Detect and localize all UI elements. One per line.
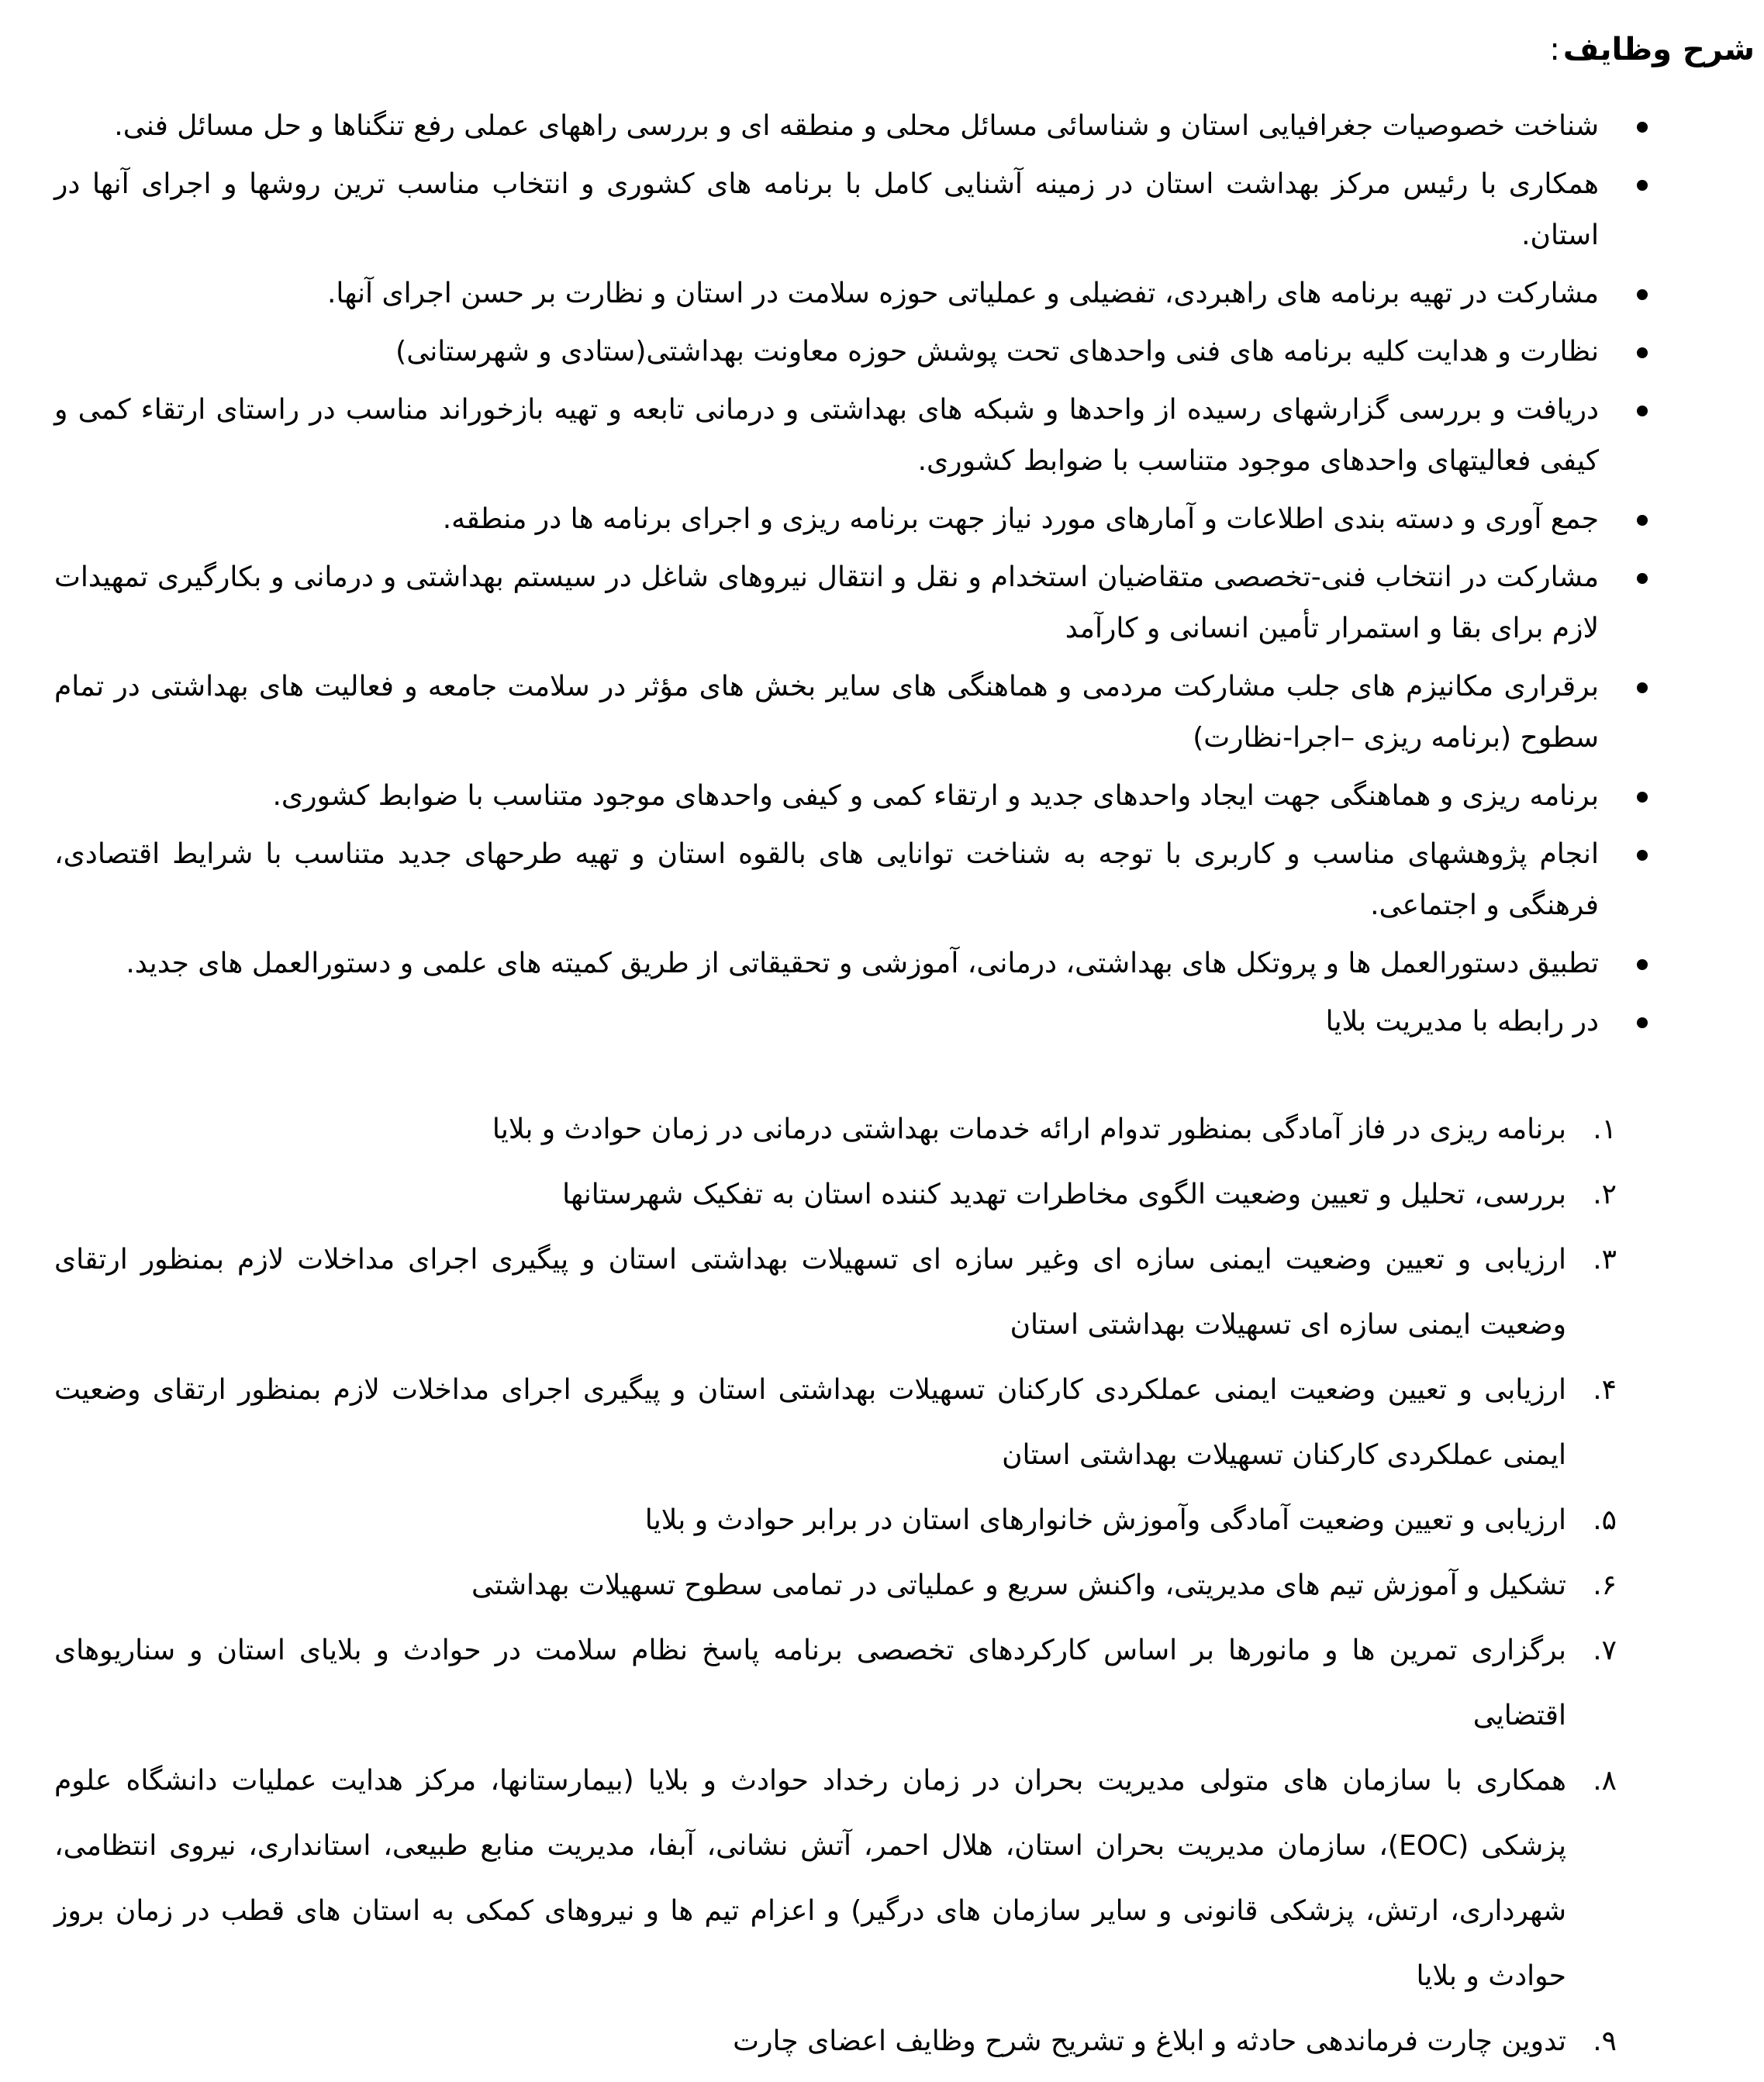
bullet-item: دریافت و بررسی گزارشهای رسیده از واحدها و شبکه های بهداشتی و درمانی تابعه و تهیه بازخوراند مناسب در راستای ارتقاء کمی و کیفی فعالیتهای واحدهای موجود متناسب با ضوابط کشوری. bbox=[0, 385, 1764, 487]
bullet-item: در رابطه با مدیریت بلایا bbox=[0, 996, 1764, 1048]
item-text: برگزاری تمرین ها و مانورها بر اساس کارکردهای تخصصی برنامه پاسخ نظام سلامت در حوادث و بلایای استان و سناریوهای اقتضایی bbox=[54, 1635, 1566, 1732]
heading-colon: : bbox=[1549, 32, 1560, 67]
bullet-item: برنامه ریزی و هماهنگی جهت ایجاد واحدهای جدید و ارتقاء کمی و کیفی واحدهای موجود متناسب با ضوابط کشوری. bbox=[0, 771, 1764, 822]
numbered-item bbox=[0, 1227, 1764, 1358]
bullet-item: شناخت خصوصیات جغرافیایی استان و شناسائی مسائل محلی و منطقه ای و بررسی راههای عملی رفع تنگناها و حل مسائل فنی. bbox=[0, 101, 1764, 152]
item-text: ارزیابی و تعیین وضعیت آمادگی وآموزش خانوارهای استان در برابر حوادث و بلایا bbox=[644, 1504, 1566, 1536]
bullet-item: مشارکت در تهیه برنامه های راهبردی، تفضیلی و عملیاتی حوزه سلامت در استان و نظارت بر حسن اجرای آنها. bbox=[0, 268, 1764, 319]
section-heading bbox=[1549, 22, 1755, 78]
item-text: برنامه ریزی در فاز آمادگی بمنظور تدوام ارائه خدمات بهداشتی درمانی در زمان حوادث و بلایا bbox=[492, 1114, 1566, 1145]
bullet-item: انجام پژوهشهای مناسب و کاربری با توجه به شناخت توانایی های بالقوه استان و تهیه طرحهای جدید متناسب با شرایط اقتصادی، فرهنگی و اجتماعی. bbox=[0, 829, 1764, 931]
numbered-item bbox=[0, 1162, 1764, 1227]
item-text: ارزیابی و تعیین وضعیت ایمنی سازه ای وغیر سازه ای تسهیلات بهداشتی استان و پیگیری اجرای مداخلات لازم بمنظور ارتقای وضعیت ایمنی سازه ای تسهیلات بهداشتی استان bbox=[54, 1244, 1566, 1341]
numbered-item bbox=[0, 1618, 1764, 1749]
item-text: ارزیابی و تعیین وضعیت ایمنی عملکردی کارکنان تسهیلات بهداشتی استان و پیگیری اجرای مداخلات لازم بمنظور ارتقای وضعیت ایمنی عملکردی کارکنان تسهیلات بهداشتی استان bbox=[54, 1374, 1566, 1471]
numbered-item bbox=[0, 1358, 1764, 1488]
bullet-item: جمع آوری و دسته بندی اطلاعات و آمارهای مورد نیاز جهت برنامه ریزی و اجرای برنامه ها در منطقه. bbox=[0, 494, 1764, 545]
item-number: ۶. bbox=[1593, 1569, 1617, 1601]
bullet-item: نظارت و هدایت کلیه برنامه های فنی واحدهای تحت پوشش حوزه معاونت بهداشتی(ستادی و شهرستانی) bbox=[0, 326, 1764, 378]
numbered-item bbox=[0, 1749, 1764, 2009]
item-number: ۱. bbox=[1593, 1114, 1617, 1145]
numbered-item bbox=[0, 2009, 1764, 2074]
bullet-item: تطبیق دستورالعمل ها و پروتکل های بهداشتی، درمانی، آموزشی و تحقیقاتی از طریق کمیته های علمی و دستورالعمل های جدید. bbox=[0, 938, 1764, 989]
item-number: ۳. bbox=[1593, 1244, 1617, 1276]
item-text: بررسی، تحلیل و تعیین وضعیت الگوی مخاطرات تهدید کننده استان به تفکیک شهرستانها bbox=[562, 1179, 1566, 1210]
item-number: ۹. bbox=[1593, 2025, 1617, 2057]
heading-title: شرح وظایف bbox=[1562, 32, 1755, 67]
item-text: تشکیل و آموزش تیم های مدیریتی، واکنش سریع و عملیاتی در تمامی سطوح تسهیلات بهداشتی bbox=[471, 1569, 1566, 1601]
item-text: تدوین چارت فرماندهی حادثه و ابلاغ و تشریح شرح وظایف اعضای چارت bbox=[733, 2025, 1566, 2057]
bullet-item: مشارکت در انتخاب فنی-تخصصی متقاضیان استخدام و نقل و انتقال نیروهای شاغل در سیستم بهداشتی و درمانی و بکارگیری تمهیدات لازم برای بقا و استمرار تأمین انسانی و کارآمد bbox=[0, 552, 1764, 654]
item-number: ۲. bbox=[1593, 1179, 1617, 1210]
bullet-item: برقراری مکانیزم های جلب مشارکت مردمی و هماهنگی های سایر بخش های مؤثر در سلامت جامعه و فعالیت های بهداشتی در تمام سطوح (برنامه ریزی –اجرا-نظارت) bbox=[0, 661, 1764, 764]
item-number: ۴. bbox=[1593, 1374, 1617, 1406]
item-text: همکاری با سازمان های متولی مدیریت بحران در زمان رخداد حوادث و بلایا (بیمارستانها، مرکز هدایت عملیات دانشگاه علوم پزشکی (EOC)، سازمان مدیریت بحران استان، هلال احمر، آتش نشانی، آبفا، مدیریت منابع طبیعی، استانداری، نیروی انتظامی، شهرداری، ارتش، پزشکی قانونی و سایر سازمان های درگیر) و اعزام تیم ها و نیروهای کمکی به استان های قطب در زمان بروز حوادث و بلایا bbox=[54, 1765, 1567, 1992]
item-number: ۵. bbox=[1593, 1504, 1617, 1536]
numbered-item bbox=[0, 1488, 1764, 1553]
bullet-item: همکاری با رئیس مرکز بهداشت استان در زمینه آشنایی کامل با برنامه های کشوری و انتخاب مناسب ترین روشها و اجرای آنها در استان. bbox=[0, 159, 1764, 261]
duties-bullet-list bbox=[0, 101, 1764, 1055]
numbered-item bbox=[0, 1553, 1764, 1618]
numbered-item bbox=[0, 1097, 1764, 1162]
item-number: ۷. bbox=[1593, 1635, 1617, 1666]
disaster-management-list bbox=[0, 1097, 1764, 2074]
item-number: ۸. bbox=[1593, 1765, 1617, 1797]
